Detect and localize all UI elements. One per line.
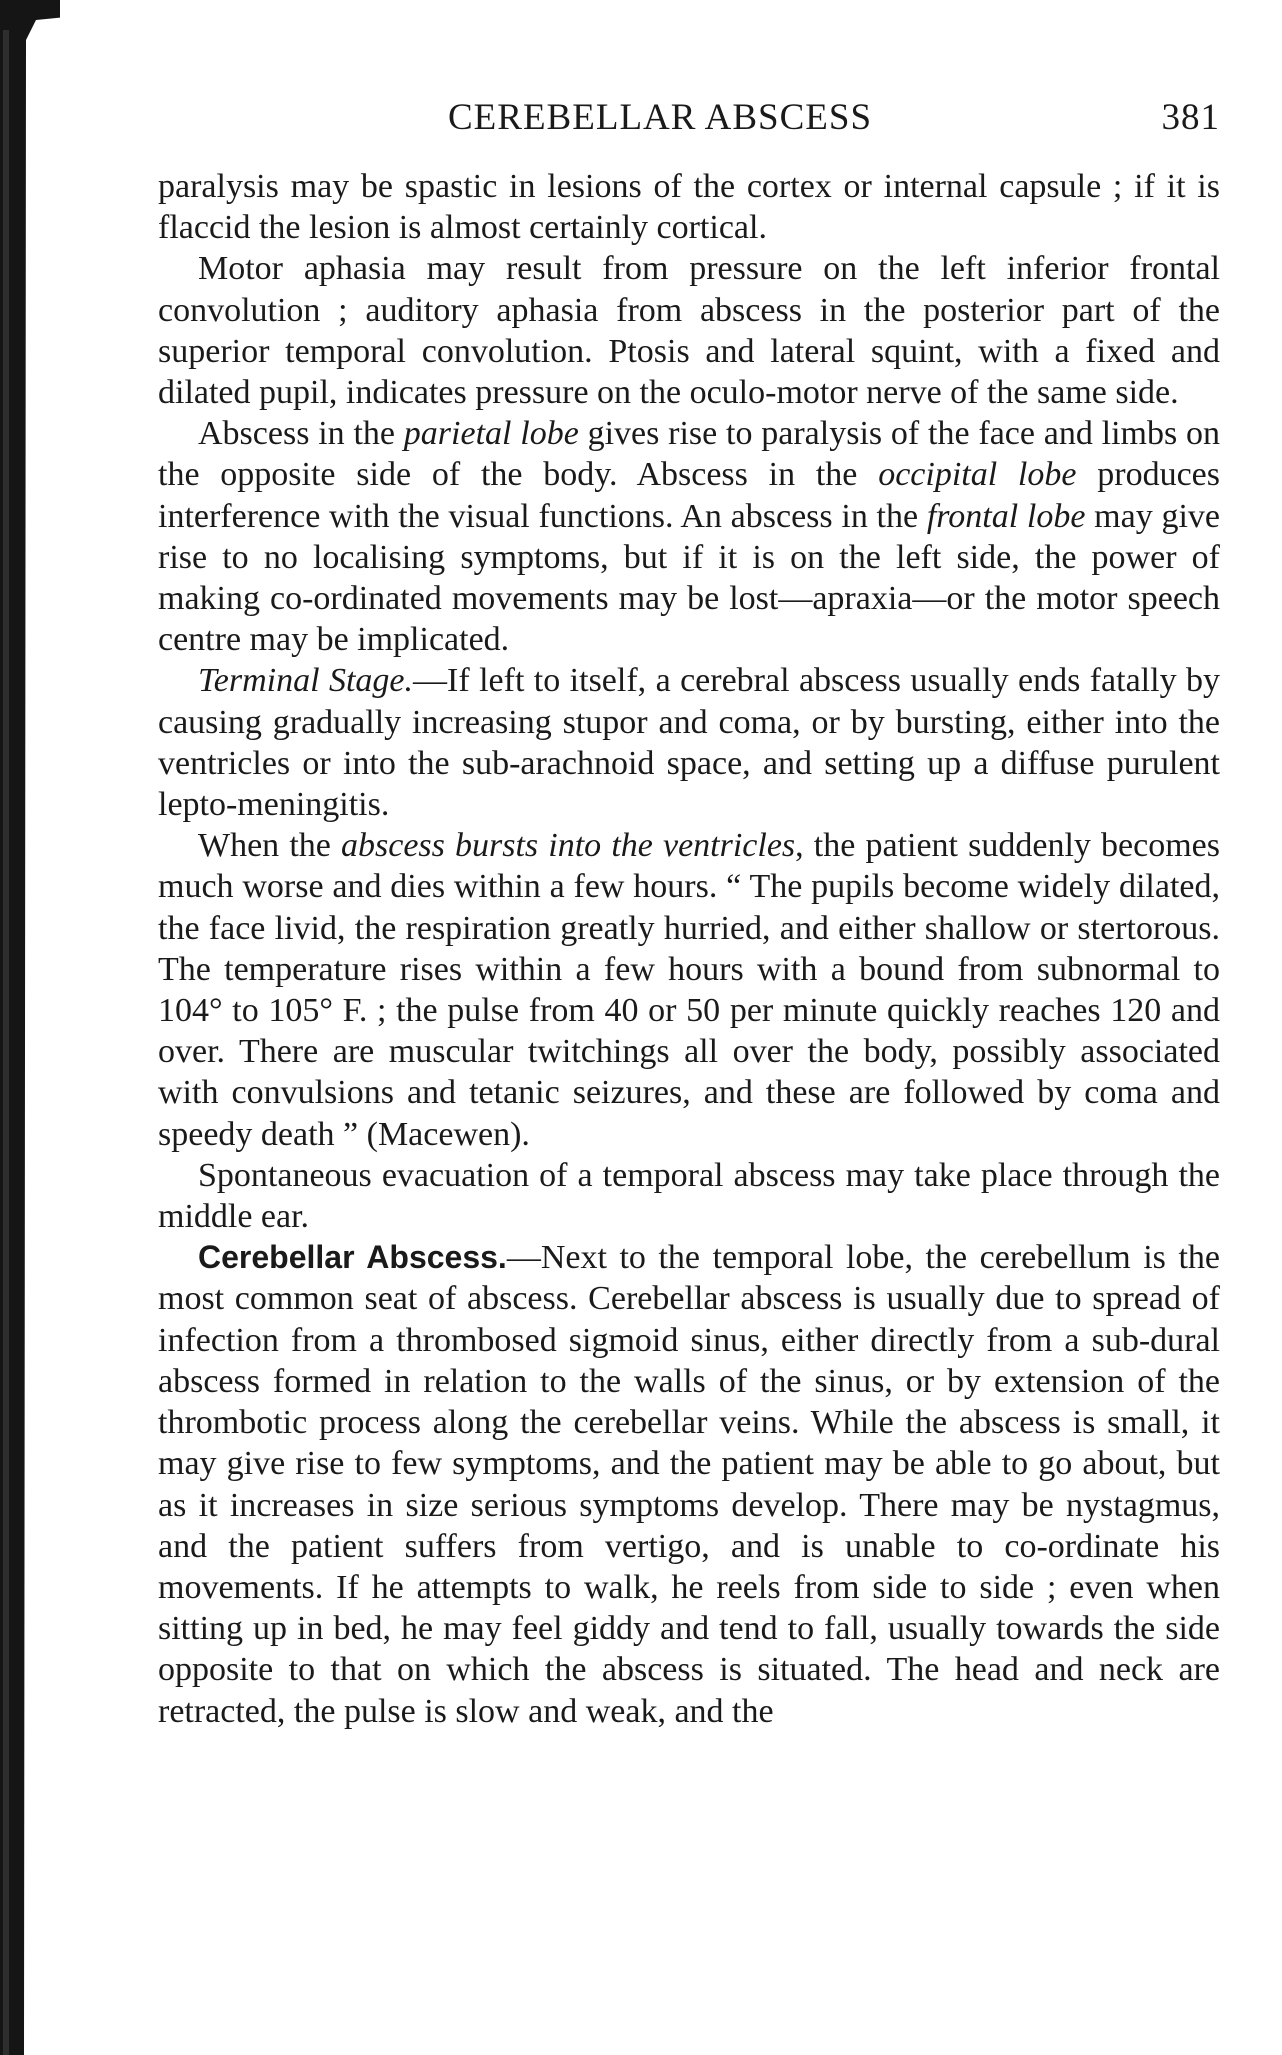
text-run: —If left to itself, a cerebral abscess usually ends fatally by causing gradually increasing stupor and coma, or by bursting, either into the ventricles or into the sub-arachnoid space, and setting up a diffuse purulent lepto-meningitis.	[158, 662, 1220, 824]
italic-phrase: abscess bursts into the ventricles	[341, 827, 796, 865]
text-run: paralysis may be spastic in lesions of the cortex or internal capsule ; if it is flaccid the lesion is almost certainly cortical.	[158, 168, 1220, 247]
text-run: , the patient suddenly becomes much worse and dies within a few hours. “ The pupils become widely dilated, the face livid, the respiration greatly hurried, and either shallow or stertorous. The temperature rises within a few hours with a bound from subnormal to 104° to 105° F. ; the pulse from 40 or 50 per minute quickly reaches 120 and over. There are muscular twitchings all over the body, possibly associated with convulsions and tetanic seizures, and these are followed by coma and speedy death ” (Macewen).	[158, 827, 1220, 1153]
text-run: produces interference with the visual functions. An abscess in the	[158, 456, 1220, 535]
running-head	[158, 90, 1220, 142]
paragraph	[158, 660, 1220, 825]
binding-edge-shadow	[0, 0, 60, 2055]
running-title: CEREBELLAR ABSCESS	[448, 97, 873, 138]
paragraph	[158, 248, 1220, 413]
body-text	[158, 166, 1220, 1732]
book-page	[158, 90, 1220, 1732]
text-run: When the	[198, 827, 341, 865]
text-run: may give rise to no localising symptoms, but if it is on the left side, the power of making co-ordinated movements may be lost—apraxia—or the motor speech centre may be implicated.	[158, 497, 1220, 659]
text-run: —Next to the temporal lobe, the cerebellum is the most common seat of abscess. Cerebellar abscess is usually due to spread of infection from a thrombosed sigmoid sinus, either directly from a sub-dural abscess formed in relation to the walls of the sinus, or by extension of the thrombotic process along the cerebellar veins. While the abscess is small, it may give rise to few symptoms, and the patient may be able to go about, but as it increases in size serious symptoms develop. There may be nystagmus, and the patient suffers from vertigo, and is unable to co-ordinate his movements. If he attempts to walk, he reels from side to side ; even when sitting up in bed, he may feel giddy and tend to fall, usually towards the side opposite to that on which the abscess is situated. The head and neck are retracted, the pulse is slow and weak, and the	[158, 1239, 1221, 1730]
text-run: Spontaneous evacuation of a temporal abscess may take place through the middle ear.	[158, 1156, 1220, 1236]
text-run: Motor aphasia may result from pressure on the left inferior frontal convolution ; auditory aphasia from abscess in the posterior part of the superior temporal convolution. Ptosis and lateral squint, with a fixed and dilated pupil, indicates pressure on the oculo-motor nerve of the same side.	[158, 250, 1220, 412]
paragraph	[158, 1155, 1220, 1237]
text-run: gives rise to paralysis of the face and limbs on the opposite side of the body. Abscess in the	[158, 415, 1221, 494]
paragraph	[158, 1237, 1220, 1731]
italic-phrase: frontal lobe	[926, 497, 1086, 535]
paragraph	[158, 825, 1220, 1155]
italic-phrase: parietal lobe	[403, 415, 579, 453]
paragraph	[158, 166, 1220, 248]
page-number: 381	[1161, 97, 1220, 138]
italic-phrase: occipital lobe	[878, 456, 1077, 494]
italic-phrase: Terminal Stage.	[198, 662, 414, 700]
paragraph	[158, 413, 1220, 660]
text-run: Abscess in the	[198, 415, 404, 453]
section-heading: Cerebellar Abscess.	[198, 1239, 507, 1276]
